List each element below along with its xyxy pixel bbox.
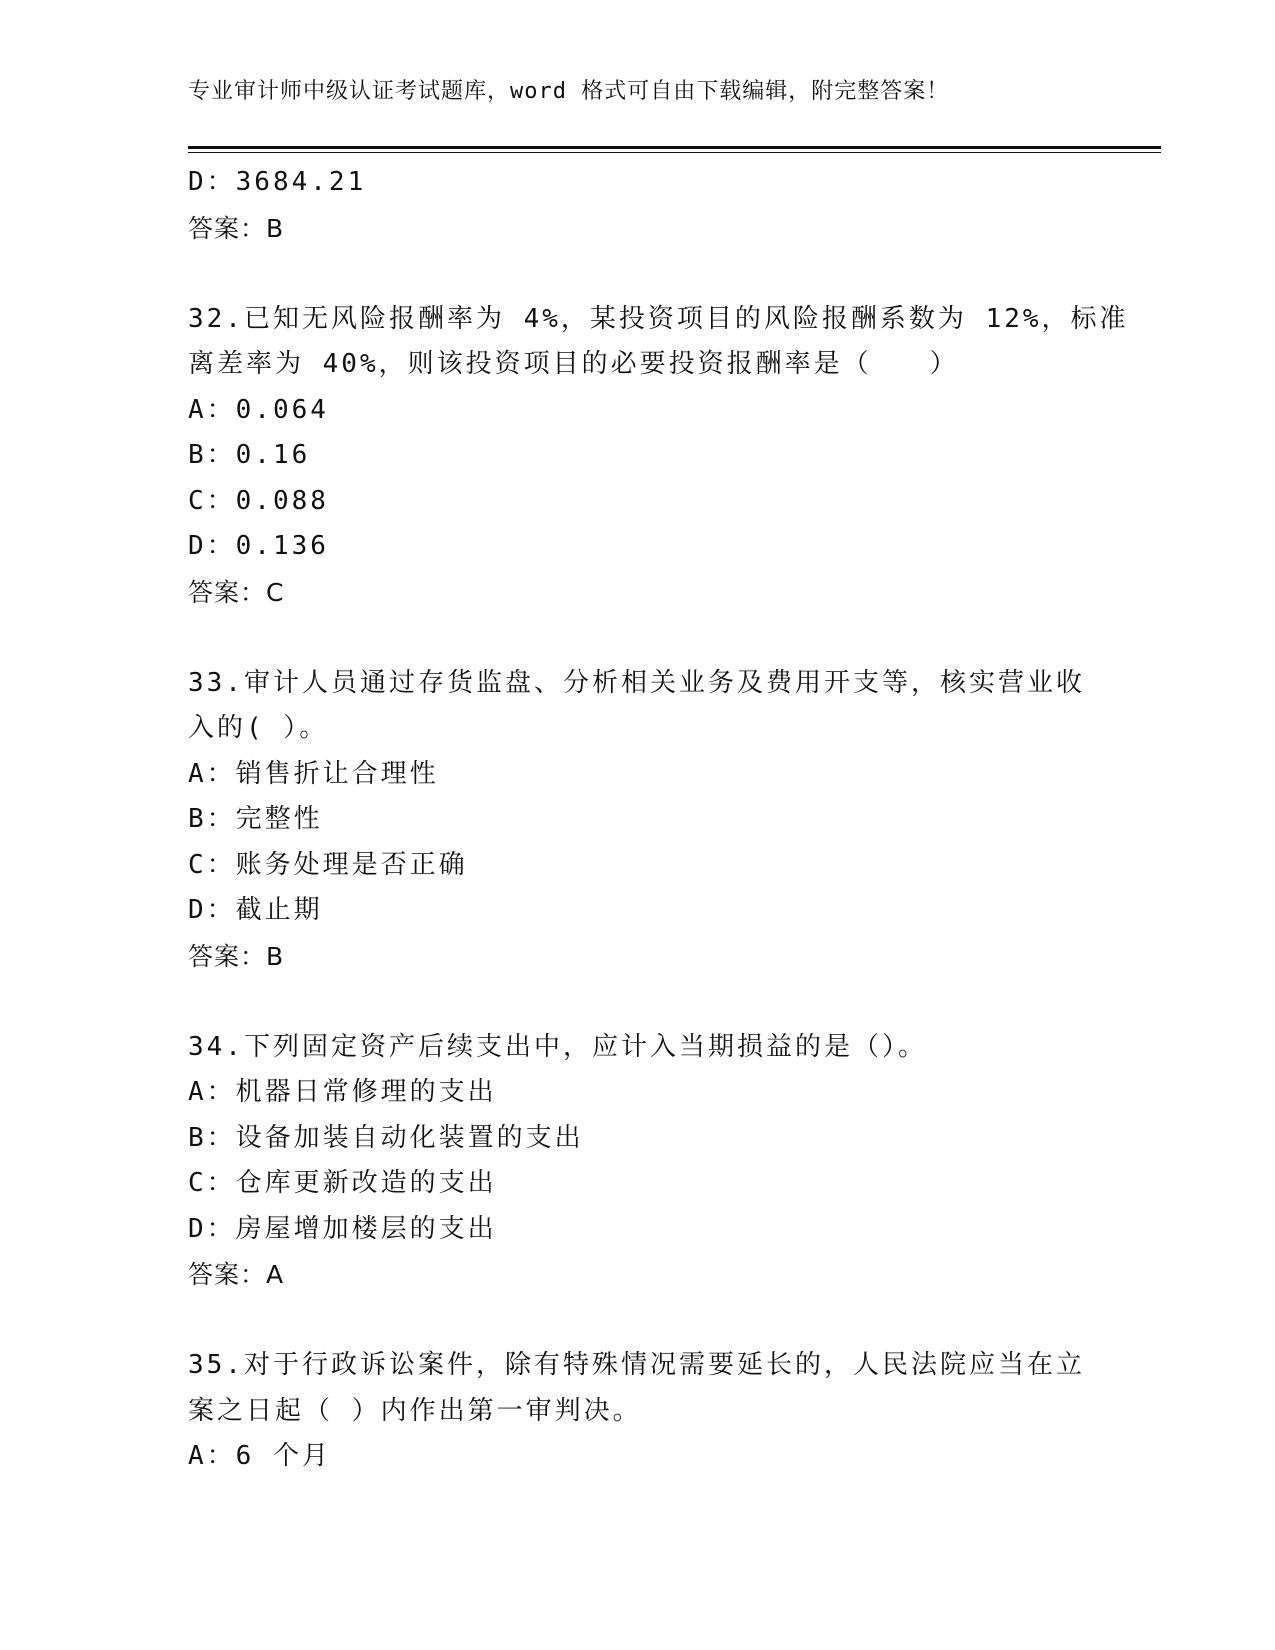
question-text: 入的( ）。 (188, 713, 329, 743)
option-c: C：账务处理是否正确 (188, 849, 468, 880)
question-text: 案之日起（ ）内作出第一审判决。 (188, 1395, 642, 1426)
answer-line: 答案：B (188, 941, 285, 971)
option-c: C：仓库更新改造的支出 (188, 1168, 497, 1198)
question-text: 离差率为 40%，则该投资项目的必要投资报酬率是（ ） (188, 349, 959, 379)
spacer (188, 979, 1088, 1025)
option-d: D：0.136 (188, 531, 329, 561)
answer-line: 答案：C (188, 577, 285, 607)
option-a: A：0.064 (188, 394, 329, 425)
option-b: B：完整性 (188, 804, 323, 834)
question-35 (188, 1343, 1088, 1480)
question-34 (188, 1025, 1088, 1298)
option-a: A：6 个月 (188, 1441, 331, 1471)
option-d: D：截止期 (188, 895, 323, 925)
header-rule-thin (188, 152, 1161, 153)
question-text: 35.对于行政诉讼案件，除有特殊情况需要延长的，人民法院应当在立 (188, 1350, 1085, 1380)
question-32 (188, 297, 1129, 616)
spacer (188, 615, 1088, 661)
page-header: 专业审计师中级认证考试题库，word 格式可自由下载编辑，附完整答案！ (188, 79, 950, 104)
question-text: 33.审计人员通过存货监盘、分析相关业务及费用开支等，核实营业收 (188, 667, 1085, 698)
option-a: A：机器日常修理的支出 (188, 1077, 497, 1107)
question-text: 32.已知无风险报酬率为 4%，某投资项目的风险报酬系数为 12%，标准 (188, 303, 1129, 334)
spacer (188, 251, 1088, 297)
option-b: B：0.16 (188, 440, 311, 470)
question-text: 34.下列固定资产后续支出中，应计入当期损益的是（）。 (188, 1031, 927, 1062)
option-a: A：销售折让合理性 (188, 758, 439, 789)
option-d: D：房屋增加楼层的支出 (188, 1213, 497, 1244)
question-content (188, 160, 1129, 1480)
answer-line: 答案：B (188, 213, 285, 243)
header-rule-thick (188, 146, 1161, 149)
spacer (188, 1298, 1088, 1344)
answer-line: 答案：A (188, 1260, 285, 1289)
option-d: D：3684.21 (188, 167, 367, 197)
option-c: C：0.088 (188, 485, 329, 516)
option-b: B：设备加装自动化装置的支出 (188, 1122, 584, 1153)
question-33 (188, 661, 1088, 980)
